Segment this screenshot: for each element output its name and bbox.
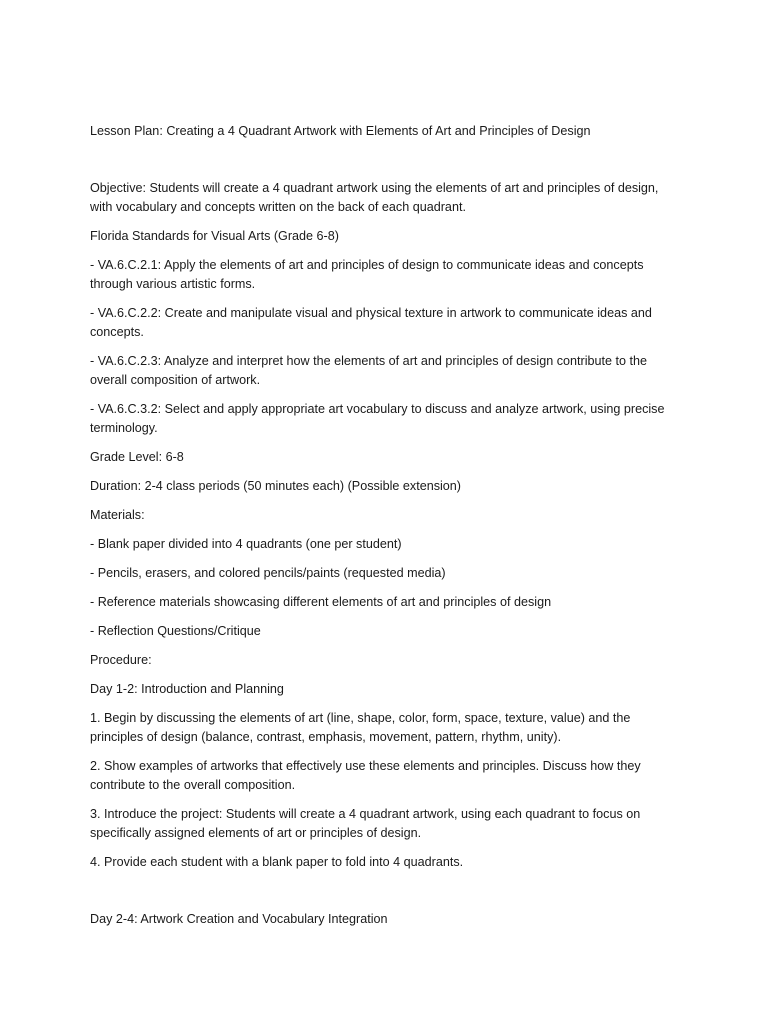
day1-heading: Day 1-2: Introduction and Planning [90, 682, 284, 696]
document-body [90, 122, 675, 939]
grade-level: Grade Level: 6-8 [90, 450, 184, 464]
procedure-heading: Procedure: [90, 653, 152, 667]
standards-heading: Florida Standards for Visual Arts (Grade 6-8) [90, 229, 339, 243]
material-item: - Pencils, erasers, and colored pencils/paints (requested media) [90, 566, 446, 580]
objective-paragraph: Objective: Students will create a 4 quadrant artwork using the elements of art and principles of design, with vocabulary and concepts written on the back of each quadrant. [90, 181, 659, 214]
material-item: - Blank paper divided into 4 quadrants (one per student) [90, 537, 402, 551]
standard-item: - VA.6.C.2.3: Analyze and interpret how the elements of art and principles of design contribute to the overall composition of artwork. [90, 354, 648, 387]
materials-heading: Materials: [90, 508, 145, 522]
procedure-step: 3. Introduce the project: Students will create a 4 quadrant artwork, using each quadrant to focus on specifically assigned elements of art or principles of design. [90, 807, 641, 840]
material-item: - Reference materials showcasing different elements of art and principles of design [90, 595, 552, 609]
lesson-title: Lesson Plan: Creating a 4 Quadrant Artwork with Elements of Art and Principles of Design [90, 124, 591, 138]
standard-item: - VA.6.C.2.2: Create and manipulate visual and physical texture in artwork to communicate ideas and concepts. [90, 306, 652, 339]
standard-item: - VA.6.C.2.1: Apply the elements of art and principles of design to communicate ideas and concepts through various artistic forms. [90, 258, 644, 291]
standard-item: - VA.6.C.3.2: Select and apply appropriate art vocabulary to discuss and analyze artwork, using precise terminology. [90, 402, 665, 435]
duration: Duration: 2-4 class periods (50 minutes each) (Possible extension) [90, 479, 461, 493]
procedure-step: 1. Begin by discussing the elements of art (line, shape, color, form, space, texture, value) and the principles of design (balance, contrast, emphasis, movement, pattern, rhythm, unity). [90, 711, 631, 744]
day2-heading: Day 2-4: Artwork Creation and Vocabulary Integration [90, 912, 388, 926]
material-item: - Reflection Questions/Critique [90, 624, 261, 638]
procedure-step: 4. Provide each student with a blank paper to fold into 4 quadrants. [90, 855, 464, 869]
procedure-step: 2. Show examples of artworks that effectively use these elements and principles. Discuss how they contribute to the overall composition. [90, 759, 641, 792]
